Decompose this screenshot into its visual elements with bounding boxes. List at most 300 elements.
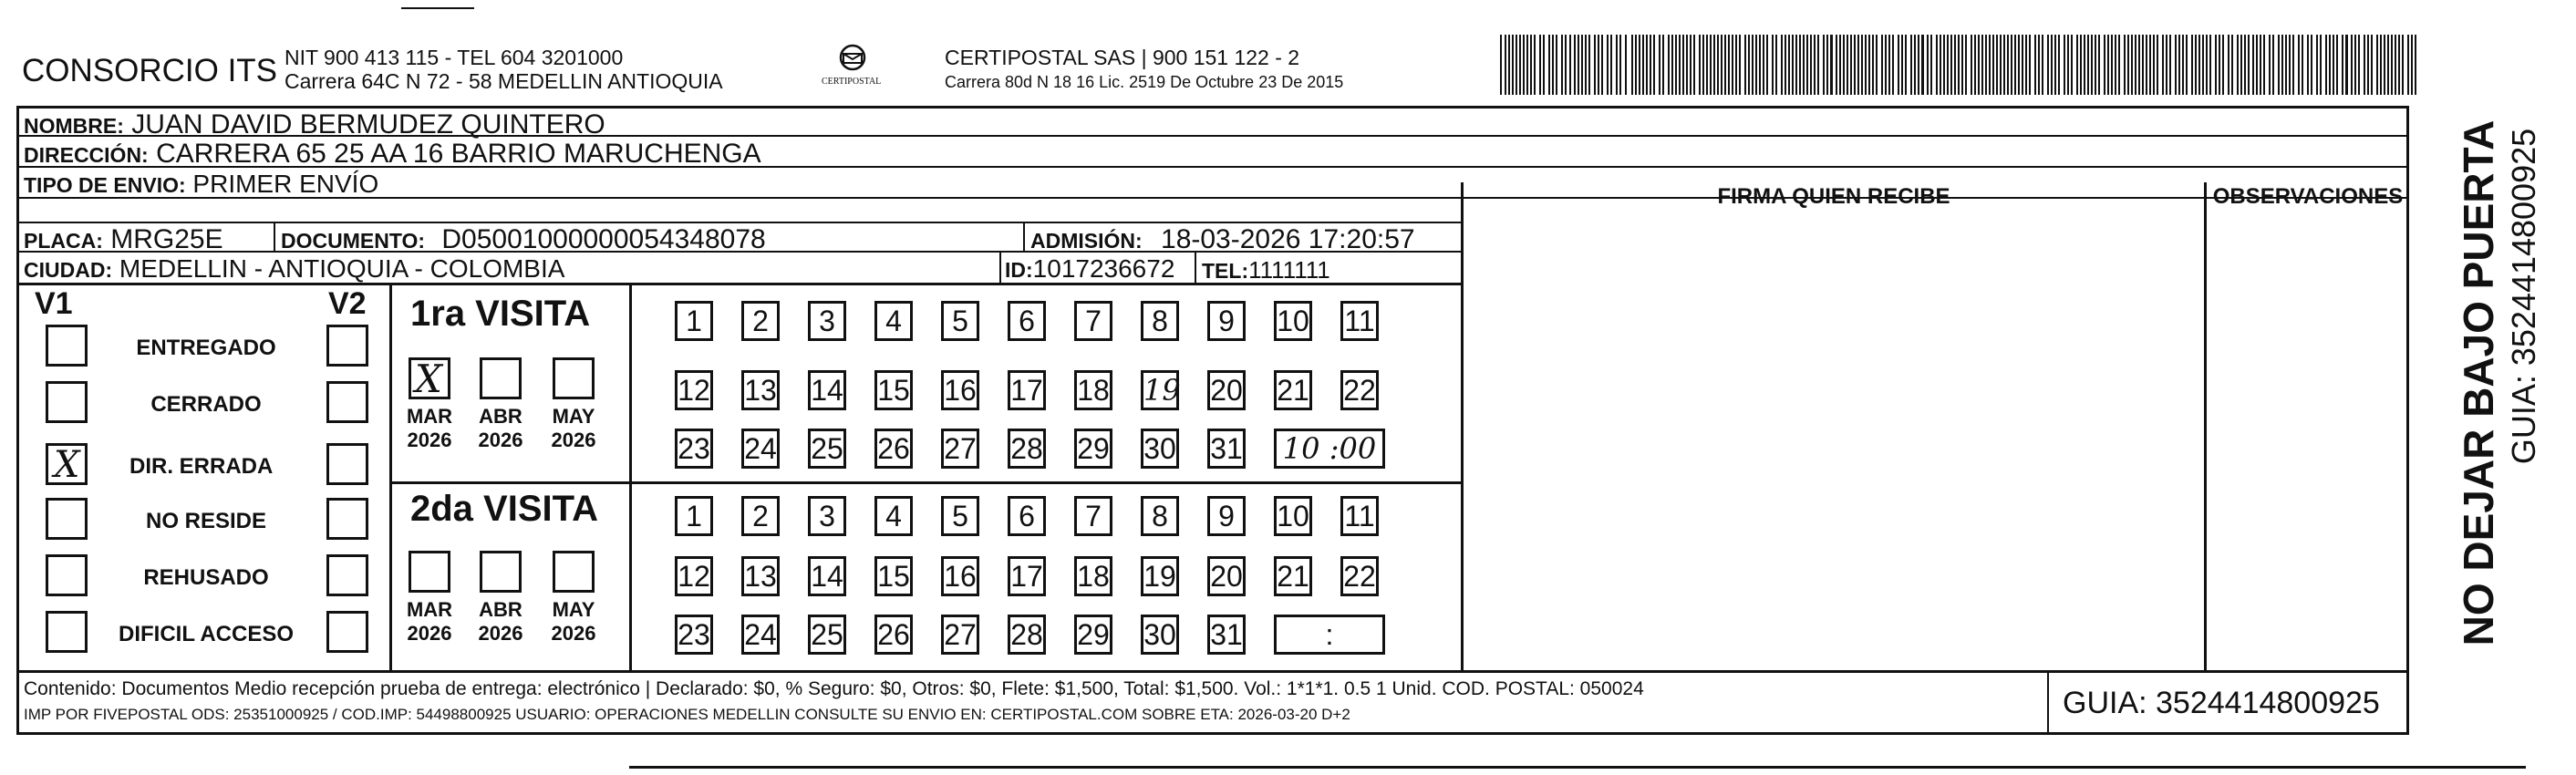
barcode-bar	[1534, 35, 1536, 95]
barcode-bar	[1561, 35, 1563, 95]
barcode-bar	[2166, 35, 2167, 95]
barcode-bar	[1585, 35, 1587, 95]
barcode-bar	[1512, 35, 1514, 95]
barcode-bar	[2107, 35, 2109, 95]
day-box[interactable]: 17	[1008, 370, 1046, 410]
second-visit-title: 2da VISITA	[410, 489, 598, 529]
v2-checkbox[interactable]	[326, 381, 368, 423]
status-label: REHUSADO	[143, 565, 269, 590]
barcode-bar	[1679, 35, 1681, 95]
day-box[interactable]: 16	[941, 556, 979, 596]
barcode-bar	[1910, 35, 1912, 95]
barcode-bar	[1861, 35, 1863, 95]
status-label: NO RESIDE	[145, 509, 267, 533]
barcode-bar	[2364, 35, 2365, 95]
day-box[interactable]: 19	[1141, 556, 1179, 596]
barcode-bar	[1930, 35, 1932, 95]
day-box[interactable]: 15	[874, 370, 913, 410]
barcode-bar	[1505, 35, 1506, 95]
barcode-bar	[2186, 35, 2188, 95]
barcode-bar	[1763, 35, 1764, 95]
barcode-bar	[2022, 35, 2023, 95]
barcode-bar	[1830, 35, 1833, 95]
day-box[interactable]: 2	[741, 496, 780, 536]
barcode-bar	[1888, 35, 1890, 95]
barcode-bar	[1788, 35, 1790, 95]
barcode-bar	[1581, 35, 1583, 95]
barcode-bar	[2071, 35, 2073, 95]
barcode-bar	[2222, 35, 2224, 95]
day-box[interactable]: 5	[941, 496, 979, 536]
barcode-bar	[1814, 35, 1816, 95]
barcode-bar	[1668, 35, 1670, 95]
barcode-bar	[1523, 35, 1525, 95]
month-checkbox[interactable]	[553, 551, 595, 593]
barcode-bar	[1702, 35, 1704, 95]
barcode-bar	[2054, 35, 2056, 95]
footer-guia: GUIA: 3524414800925	[2063, 686, 2380, 720]
barcode-bar	[1885, 35, 1887, 95]
barcode-bar	[2175, 35, 2177, 95]
company-address: Carrera 64C N 72 - 58 MEDELLIN ANTIOQUIA	[284, 69, 723, 93]
v2-checkbox[interactable]	[326, 554, 368, 596]
day-box[interactable]: 23	[675, 615, 713, 655]
barcode-bar	[1671, 35, 1673, 95]
day-box[interactable]: 30	[1141, 615, 1179, 655]
barcode-bar	[2298, 35, 2300, 95]
ciudad-label: CIUDAD:	[24, 258, 113, 282]
barcode-bar	[2269, 35, 2271, 95]
barcode-bar	[1739, 35, 1741, 95]
firma-area[interactable]	[1464, 199, 2204, 670]
day-box[interactable]: 21	[1274, 370, 1312, 410]
firma-header: FIRMA QUIEN RECIBE	[1717, 184, 1950, 209]
barcode-bar	[2051, 35, 2053, 95]
barcode-bar	[1914, 35, 1916, 95]
barcode-bar	[2157, 35, 2158, 95]
month-checkbox[interactable]	[480, 551, 522, 593]
day-box[interactable]: 13	[741, 370, 780, 410]
barcode-bar	[1744, 35, 1746, 95]
barcode-bar	[1843, 35, 1845, 95]
day-box[interactable]: 3	[808, 301, 846, 341]
id-row	[1005, 254, 1174, 284]
barcode-bar	[2162, 35, 2164, 95]
barcode-bar	[2135, 35, 2136, 95]
barcode-bar	[2281, 35, 2283, 95]
nombre-row	[24, 109, 605, 140]
day-box[interactable]: 25	[808, 615, 846, 655]
day-box[interactable]: 27	[941, 429, 979, 469]
barcode-bar	[2219, 35, 2220, 95]
barcode-bar	[1699, 35, 1701, 95]
barcode-bar	[1530, 35, 1532, 95]
barcode-bar	[1598, 35, 1599, 95]
day-box[interactable]: 22	[1340, 556, 1379, 596]
placa-label: PLACA:	[24, 229, 103, 253]
barcode-bar	[1710, 35, 1712, 95]
day-box[interactable]: 12	[675, 370, 713, 410]
barcode-bar	[1927, 35, 1929, 95]
month-label: MAR	[406, 405, 453, 428]
barcode-bar	[2256, 35, 2258, 95]
day-box[interactable]: 17	[1008, 556, 1046, 596]
month-checkbox[interactable]	[480, 357, 522, 399]
barcode-bar	[1826, 35, 1828, 95]
day-box[interactable]: 26	[874, 615, 913, 655]
barcode-bar	[1659, 35, 1660, 95]
certipostal-info: CERTIPOSTAL SAS | 900 151 122 - 2	[945, 46, 1300, 69]
barcode-bar	[2091, 35, 2093, 95]
month-checkbox[interactable]	[409, 551, 450, 593]
barcode-bar	[1981, 35, 1983, 95]
barcode-bar	[2058, 35, 2060, 95]
day-box[interactable]: 31	[1207, 429, 1246, 469]
day-box[interactable]: 11	[1340, 496, 1379, 536]
day-box[interactable]: 5	[941, 301, 979, 341]
barcode-bar	[1921, 35, 1924, 95]
barcode-bar	[2195, 35, 2197, 95]
barcode-bar	[2098, 35, 2100, 95]
barcode-bar	[2115, 35, 2116, 95]
barcode-bar	[1508, 35, 1510, 95]
day-box[interactable]: 31	[1207, 615, 1246, 655]
barcode-bar	[1639, 35, 1640, 95]
day-box[interactable]: 24	[741, 615, 780, 655]
barcode-bar	[1610, 35, 1612, 95]
barcode-bar	[2278, 35, 2280, 95]
day-box[interactable]: 16	[941, 370, 979, 410]
barcode-bar	[1675, 35, 1677, 95]
barcode-bar	[2329, 35, 2331, 95]
day-box[interactable]: 22	[1340, 370, 1379, 410]
barcode-bar	[2095, 35, 2096, 95]
day-box[interactable]: 1	[675, 496, 713, 536]
barcode-bar	[2387, 35, 2389, 95]
v1-checkbox[interactable]	[46, 611, 88, 653]
day-box[interactable]: 8	[1141, 301, 1179, 341]
day-box[interactable]: 7	[1074, 496, 1112, 536]
day-box[interactable]: 13	[741, 556, 780, 596]
barcode-bar	[1594, 35, 1596, 95]
tel-row	[1202, 256, 1330, 284]
direccion-label: DIRECCIÓN:	[24, 143, 149, 167]
barcode-bar	[1881, 35, 1883, 95]
barcode-bar	[2076, 35, 2078, 95]
id-value: 1017236672	[1032, 254, 1175, 283]
side-guia: GUIA: 3524414800925	[2505, 128, 2542, 465]
barcode-bar	[2345, 35, 2348, 95]
tel-value: 1111111	[1248, 256, 1330, 284]
day-box[interactable]: 29	[1074, 615, 1112, 655]
barcode-bar	[1892, 35, 1894, 95]
barcode-bar	[2087, 35, 2089, 95]
v1-checkbox[interactable]	[46, 443, 88, 485]
status-label: CERRADO	[150, 392, 262, 417]
day-box[interactable]: 2	[741, 301, 780, 341]
barcode-bar	[2237, 35, 2239, 95]
barcode-bar	[1588, 35, 1590, 95]
placa-value: MRG25E	[110, 224, 223, 254]
barcode-bar	[2138, 35, 2140, 95]
barcode-bar	[1958, 35, 1960, 95]
barcode-bar	[2042, 35, 2043, 95]
barcode-bar	[1752, 35, 1754, 95]
barcode-bar	[1950, 35, 1952, 95]
barcode-bar	[1625, 35, 1627, 95]
day-box[interactable]: 9	[1207, 496, 1246, 536]
barcode-bar	[1526, 35, 1528, 95]
barcode-bar	[2000, 35, 2002, 95]
day-box[interactable]: 14	[808, 370, 846, 410]
barcode-bar	[2367, 35, 2369, 95]
barcode-bar	[2118, 35, 2120, 95]
tel-label: TEL:	[1202, 259, 1249, 283]
v2-checkbox[interactable]	[326, 498, 368, 540]
barcode-bar	[2209, 35, 2211, 95]
month-label: MAR	[406, 598, 453, 621]
barcode-bar	[2248, 35, 2250, 95]
barcode-bar	[2272, 35, 2274, 95]
v2-checkbox[interactable]	[326, 325, 368, 367]
barcode-bar	[1868, 35, 1870, 95]
barcode-bar	[2215, 35, 2217, 95]
day-box[interactable]: 9	[1207, 301, 1246, 341]
barcode-bar	[1961, 35, 1963, 95]
status-label: DIFICIL ACCESO	[118, 622, 294, 646]
barcode-bar	[1619, 35, 1621, 95]
barcode-bar	[1686, 35, 1688, 95]
barcode-bar	[1971, 35, 1972, 95]
barcode-bar	[2206, 35, 2208, 95]
barcode-bar	[1940, 35, 1941, 95]
barcode-bar	[2263, 35, 2265, 95]
barcode-bar	[2240, 35, 2242, 95]
barcode-bar	[1721, 35, 1723, 95]
barcode-bar	[1543, 35, 1545, 95]
barcode-bar	[2402, 35, 2404, 95]
barcode-bar	[2153, 35, 2155, 95]
day-box[interactable]: 14	[808, 556, 846, 596]
tipo-label: TIPO DE ENVIO:	[24, 173, 186, 197]
v1-label: V1	[35, 286, 73, 321]
barcode-bar	[2191, 35, 2193, 95]
barcode-bar	[1646, 35, 1648, 95]
barcode-bar	[1748, 35, 1750, 95]
day-box[interactable]: 20	[1207, 556, 1246, 596]
day-box[interactable]: 18	[1074, 370, 1112, 410]
day-box[interactable]: 12	[675, 556, 713, 596]
day-box[interactable]: 27	[941, 615, 979, 655]
documento-label: DOCUMENTO:	[281, 229, 426, 253]
day-box[interactable]: 6	[1008, 301, 1046, 341]
day-box[interactable]: 4	[874, 496, 913, 536]
barcode-bar	[2018, 35, 2020, 95]
day-box[interactable]: 4	[874, 301, 913, 341]
barcode-bar	[2146, 35, 2147, 95]
barcode-bar	[1772, 35, 1774, 95]
barcode-bar	[1635, 35, 1637, 95]
barcode-bar	[1766, 35, 1768, 95]
barcode-bar	[2320, 35, 2322, 95]
barcode-bar	[2342, 35, 2343, 95]
barcode-bar	[1653, 35, 1655, 95]
barcode-bar	[1795, 35, 1797, 95]
side-title: NO DEJAR BAJO PUERTA	[2455, 119, 2502, 646]
v1-checkbox[interactable]	[46, 325, 88, 367]
barcode-bar	[1693, 35, 1695, 95]
day-box[interactable]: 11	[1340, 301, 1379, 341]
barcode-bar	[1850, 35, 1852, 95]
day-box[interactable]: 25	[808, 429, 846, 469]
nombre-value: JUAN DAVID BERMUDEZ QUINTERO	[131, 109, 605, 140]
month-checkbox[interactable]	[553, 357, 595, 399]
barcode-bar	[2178, 35, 2180, 95]
barcode-bar	[2080, 35, 2082, 95]
tipo-row	[24, 170, 378, 199]
barcode-bar	[2011, 35, 2012, 95]
day-box[interactable]: 6	[1008, 496, 1046, 536]
barcode-bar	[2131, 35, 2133, 95]
barcode-bar	[1810, 35, 1812, 95]
v1-checkbox[interactable]	[46, 381, 88, 423]
day-box[interactable]: 21	[1274, 556, 1312, 596]
barcode-bar	[1759, 35, 1761, 95]
day-box[interactable]: 8	[1141, 496, 1179, 536]
day-box[interactable]: 10	[1274, 496, 1312, 536]
time-box[interactable]: :	[1274, 615, 1385, 655]
barcode-bar	[2244, 35, 2246, 95]
day-box[interactable]: 18	[1074, 556, 1112, 596]
ciudad-value: MEDELLIN - ANTIOQUIA - COLOMBIA	[119, 254, 565, 283]
day-box[interactable]: 19	[1141, 370, 1179, 410]
barcode-bar	[1616, 35, 1618, 95]
barcode-bar	[1713, 35, 1715, 95]
barcode-bar	[1539, 35, 1541, 95]
barcode-bar	[2084, 35, 2085, 95]
barcode-bar	[1732, 35, 1733, 95]
barcode-bar	[1905, 35, 1907, 95]
v2-checkbox[interactable]	[326, 443, 368, 485]
day-box[interactable]: 28	[1008, 429, 1046, 469]
barcode-bar	[2354, 35, 2356, 95]
placa-row	[24, 224, 223, 255]
certipostal-license: Carrera 80d N 18 16 Lic. 2519 De Octubre 23 De 2015	[945, 73, 1344, 91]
barcode-bar	[1781, 35, 1783, 95]
day-box[interactable]: 7	[1074, 301, 1112, 341]
barcode-bar	[1642, 35, 1644, 95]
day-box[interactable]: 1	[675, 301, 713, 341]
barcode-bar	[2202, 35, 2204, 95]
barcode-bar	[2333, 35, 2334, 95]
v1-mark: X	[54, 444, 80, 486]
barcode-bar	[1799, 35, 1801, 95]
day-box[interactable]: 30	[1141, 429, 1179, 469]
barcode-bar	[2395, 35, 2396, 95]
barcode-bar	[1954, 35, 1956, 95]
barcode-bar	[2169, 35, 2171, 95]
barcode-bar	[2311, 35, 2312, 95]
documento-value: D05001000000054348078	[441, 224, 766, 254]
barcode-bar	[2292, 35, 2294, 95]
barcode-bar	[1565, 35, 1567, 95]
day-box[interactable]: 23	[675, 429, 713, 469]
barcode-bar	[1918, 35, 1919, 95]
id-label: ID:	[1005, 258, 1033, 282]
year-label: 2026	[478, 622, 523, 645]
barcode-bar	[2127, 35, 2129, 95]
day-box[interactable]: 20	[1207, 370, 1246, 410]
v2-label: V2	[328, 286, 367, 321]
barcode-bar	[2289, 35, 2291, 95]
barcode-bar	[1556, 35, 1557, 95]
day-box[interactable]: 28	[1008, 615, 1046, 655]
day-box[interactable]: 15	[874, 556, 913, 596]
day-box[interactable]: 29	[1074, 429, 1112, 469]
barcode-bar	[2384, 35, 2385, 95]
v1-checkbox[interactable]	[46, 498, 88, 540]
company-nit: NIT 900 413 115 - TEL 604 3201000	[284, 46, 624, 69]
barcode-bar	[1901, 35, 1903, 95]
day-box[interactable]: 26	[874, 429, 913, 469]
barcode-bar	[2376, 35, 2378, 95]
barcode-bar	[1854, 35, 1856, 95]
barcode-bar	[2358, 35, 2360, 95]
month-label: MAY	[552, 405, 595, 428]
barcode-bar	[1569, 35, 1571, 95]
barcode-bar	[1650, 35, 1651, 95]
barcode-bar	[1965, 35, 1967, 95]
barcode-bar	[2124, 35, 2126, 95]
admision-label: ADMISIÓN:	[1030, 229, 1143, 253]
barcode-bar	[2307, 35, 2309, 95]
barcode-bar	[1552, 35, 1554, 95]
barcode-bar	[1985, 35, 1987, 95]
admision-value: 18-03-2026 17:20:57	[1161, 224, 1415, 254]
barcode-bar	[2398, 35, 2400, 95]
day-box[interactable]: 10	[1274, 301, 1312, 341]
barcode-bar	[1978, 35, 1980, 95]
year-label: 2026	[551, 622, 596, 645]
barcode-bar	[2411, 35, 2413, 95]
direccion-row	[24, 139, 761, 170]
time-box[interactable]: 10 :00	[1274, 429, 1385, 469]
observaciones-header: OBSERVACIONES	[2212, 184, 2404, 209]
barcode-bar	[2228, 35, 2229, 95]
barcode-bar	[1876, 35, 1878, 95]
direccion-value: CARRERA 65 25 AA 16 BARRIO MARUCHENGA	[156, 139, 761, 169]
nombre-label: NOMBRE:	[24, 114, 124, 138]
status-label: ENTREGADO	[136, 336, 276, 360]
v2-checkbox[interactable]	[326, 611, 368, 653]
documento-row	[281, 224, 766, 255]
barcode-bar	[1755, 35, 1757, 95]
barcode-bar	[1792, 35, 1794, 95]
barcode-bar	[1717, 35, 1719, 95]
tipo-value: PRIMER ENVÍO	[192, 170, 379, 198]
observaciones-area[interactable]	[2207, 199, 2409, 670]
barcode-bar	[2336, 35, 2338, 95]
barcode-bar	[1943, 35, 1945, 95]
barcode-bar	[2142, 35, 2144, 95]
barcode-bar	[2325, 35, 2327, 95]
month-checkbox[interactable]	[409, 357, 450, 399]
barcode-bar	[2029, 35, 2031, 95]
day-box[interactable]: 3	[808, 496, 846, 536]
day-box[interactable]: 24	[741, 429, 780, 469]
year-label: 2026	[407, 429, 452, 451]
v1-checkbox[interactable]	[46, 554, 88, 596]
